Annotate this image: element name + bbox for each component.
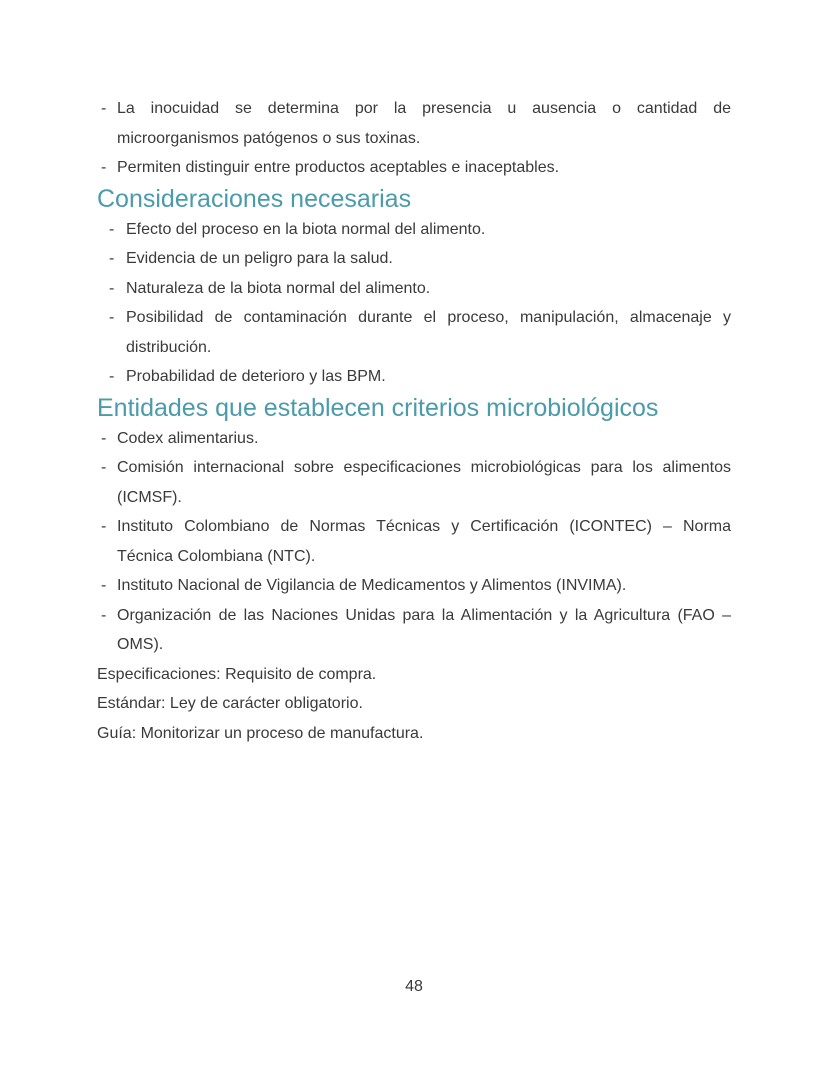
section-heading-entidades: Entidades que establecen criterios microbiológicos [97,393,659,422]
bullet-dash: - [101,100,107,117]
list-item [97,274,731,304]
list-item [97,94,731,153]
list-item [97,303,731,362]
bullet-dash: - [101,159,107,176]
bullet-dash: - [109,368,115,385]
entidades-list [97,424,731,660]
list-item-text: La inocuidad se determina por la presencia u ausencia o cantidad de microorganismos patógenos o sus toxinas. [117,100,731,147]
list-item [97,424,731,454]
bullet-dash: - [101,606,107,624]
bullet-dash: - [101,429,107,447]
note-estandar: Estándar: Ley de carácter obligatorio. [97,695,363,712]
list-item [97,244,731,274]
consideraciones-list [97,215,731,392]
list-item [97,453,731,512]
intro-bullet-list [97,94,731,183]
list-item-text: Efecto del proceso en la biota normal del alimento. [126,220,486,238]
list-item [97,153,731,183]
section-heading-consideraciones: Consideraciones necesarias [97,184,412,213]
bullet-dash: - [101,518,107,535]
document-page [97,94,731,748]
list-item [97,362,731,392]
list-item-text: Probabilidad de deterioro y las BPM. [126,368,386,385]
list-item-text: Permiten distinguir entre productos aceptables e inaceptables. [117,159,560,176]
list-item-text: Comisión internacional sobre especificaciones microbiológicas para los alimentos (ICMSF). [117,459,731,506]
list-item [97,601,731,660]
list-item [97,215,731,245]
list-item-text: Instituto Nacional de Vigilancia de Medicamentos y Alimentos (INVIMA). [117,577,627,594]
list-item-text: Organización de las Naciones Unidas para la Alimentación y la Agricultura (FAO – OMS). [117,606,731,653]
bullet-dash: - [101,459,107,476]
page-number: 48 [405,978,423,995]
list-item-text: Codex alimentarius. [117,429,259,447]
bullet-dash: - [109,220,115,238]
list-item-text: Instituto Colombiano de Normas Técnicas y Certificación (ICONTEC) – Norma Técnica Colombiana (NTC). [117,518,731,565]
list-item [97,571,731,601]
bullet-dash: - [101,577,107,594]
note-guia: Guía: Monitorizar un proceso de manufactura. [97,724,424,742]
bullet-dash: - [109,279,115,297]
bullet-dash: - [109,250,115,267]
bullet-dash: - [109,309,115,326]
list-item [97,512,731,571]
list-item-text: Naturaleza de la biota normal del alimento. [126,279,431,297]
list-item-text: Evidencia de un peligro para la salud. [126,250,393,267]
note-especificaciones: Especificaciones: Requisito de compra. [97,665,377,683]
list-item-text: Posibilidad de contaminación durante el proceso, manipulación, almacenaje y distribución. [126,309,731,356]
